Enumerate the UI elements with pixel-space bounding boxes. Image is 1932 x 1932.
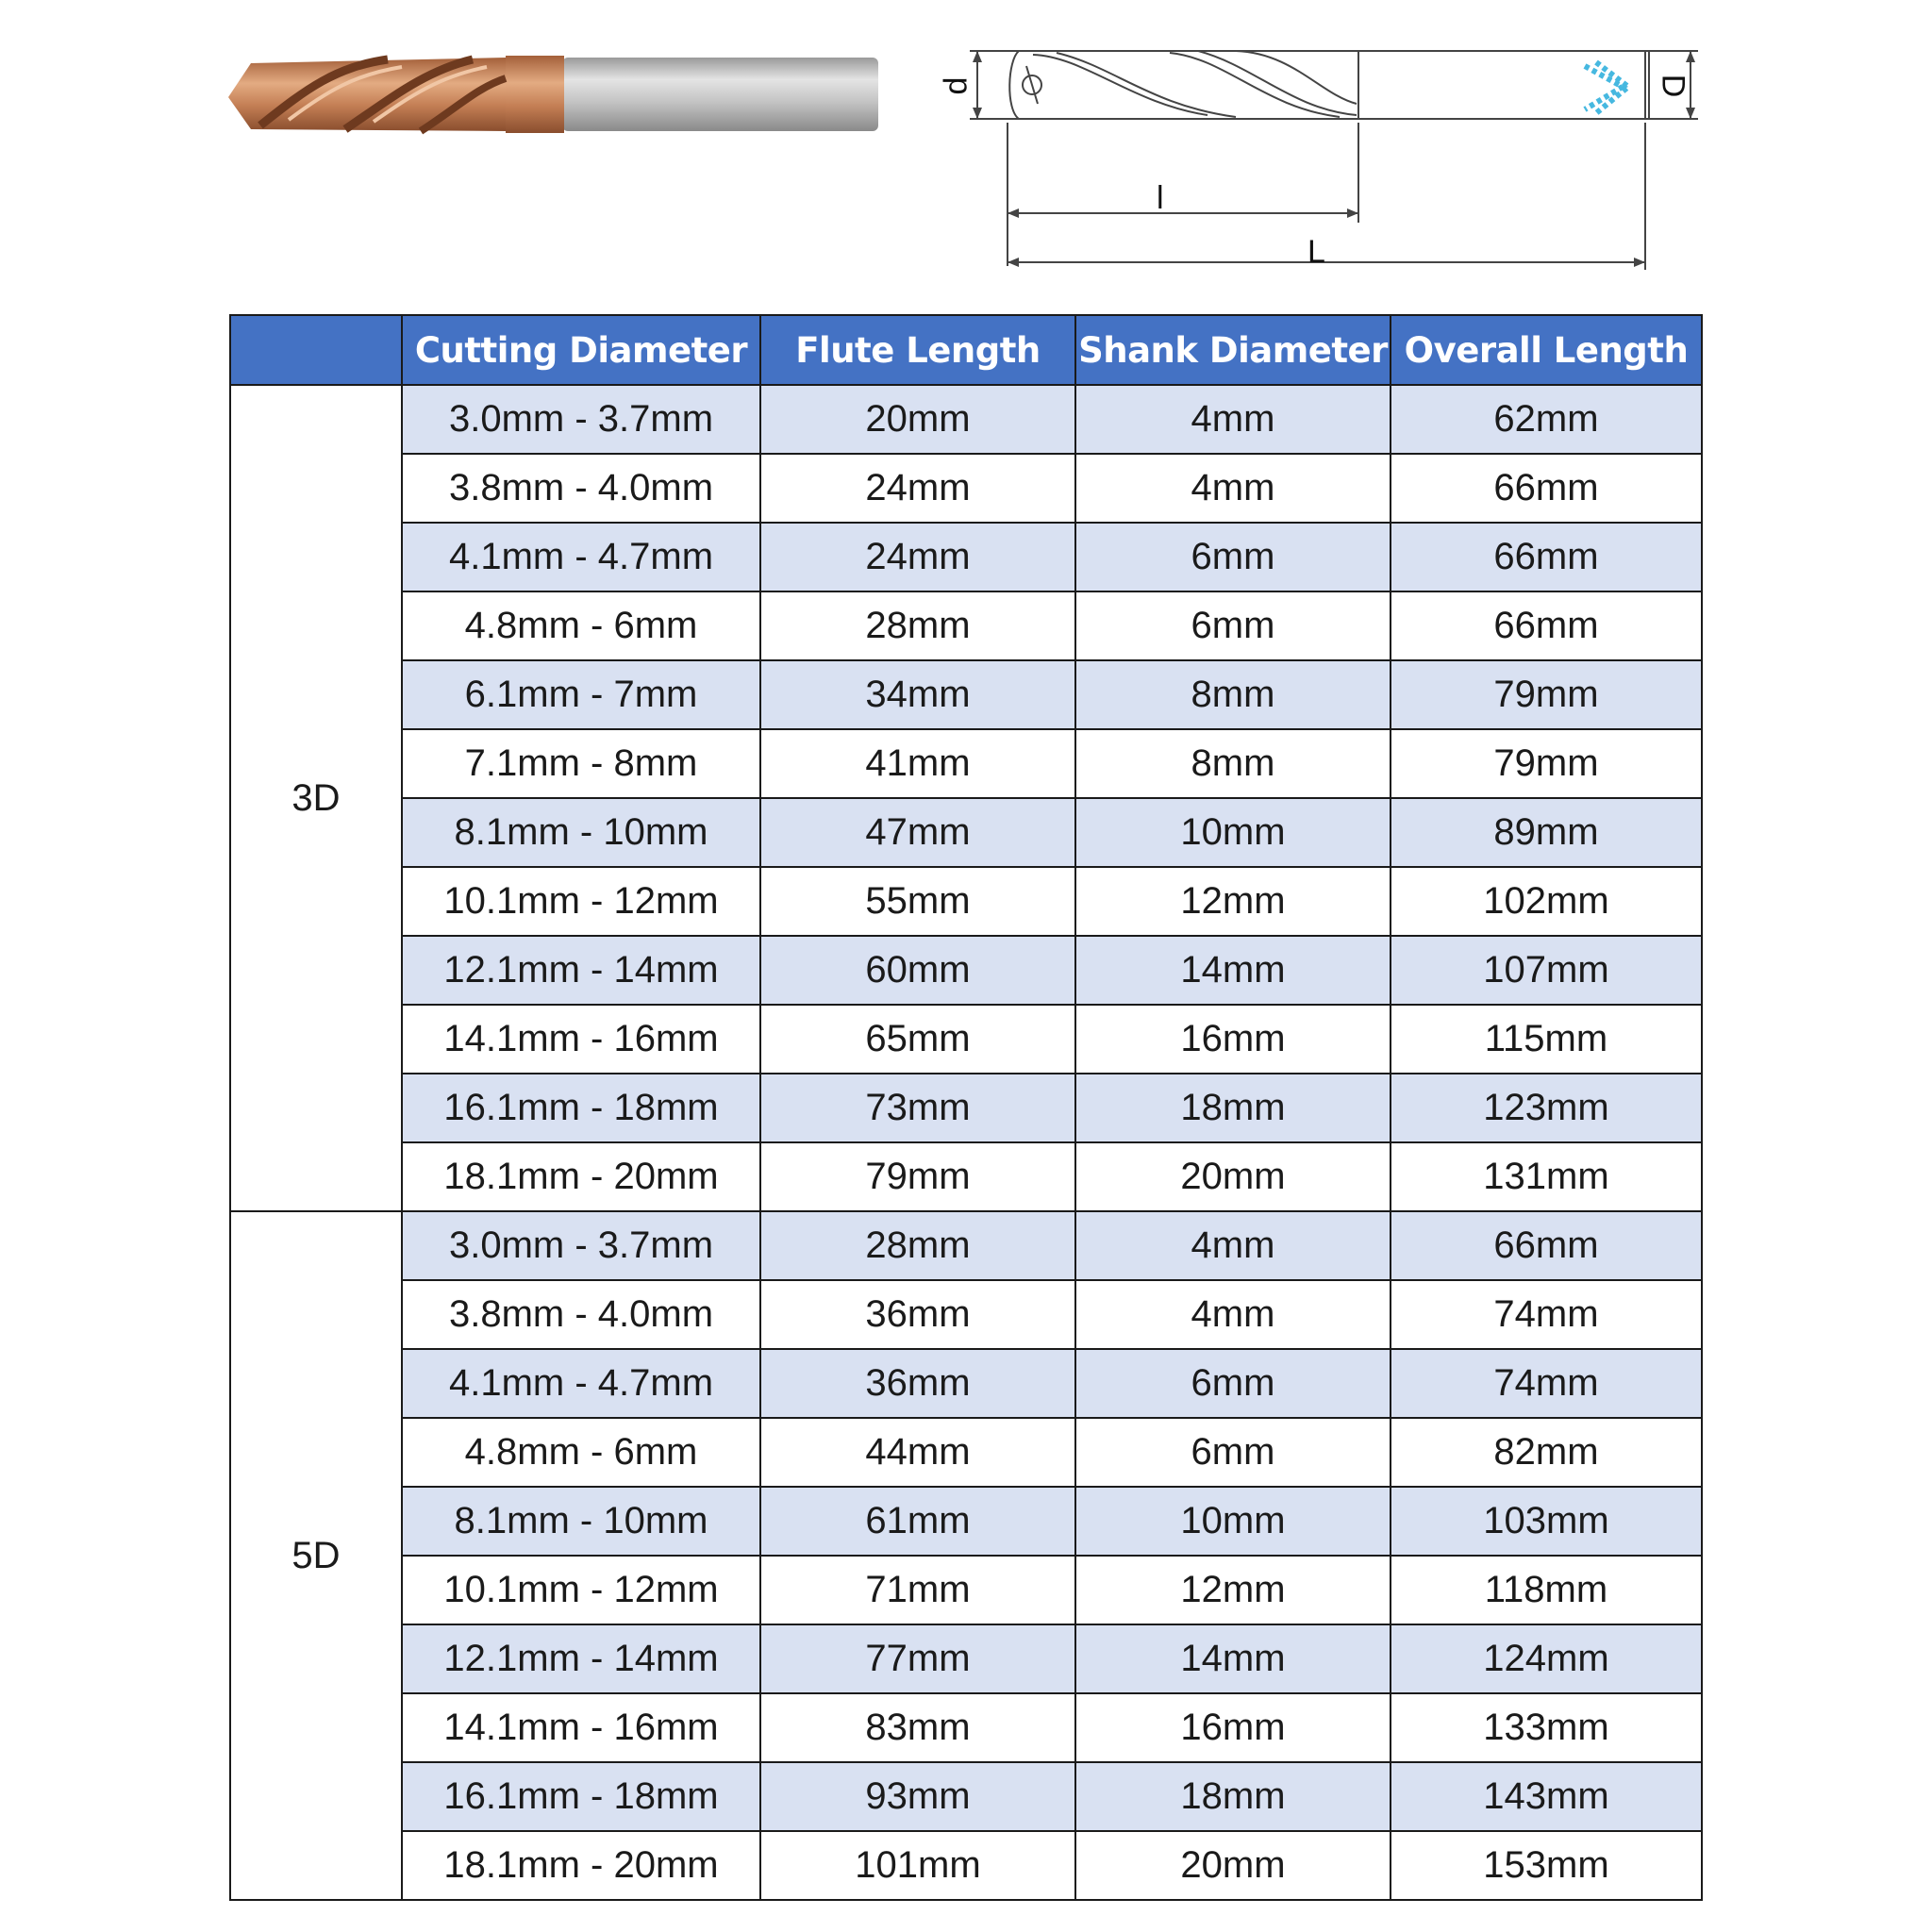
overall-length-cell: 79mm: [1391, 729, 1702, 798]
table-row: [230, 1624, 1702, 1693]
flute-length-cell: 24mm: [760, 523, 1075, 591]
overall-length-cell: 66mm: [1391, 523, 1702, 591]
cutting-diameter-cell: 7.1mm - 8mm: [402, 729, 760, 798]
header-series: [230, 315, 402, 385]
table-row: [230, 729, 1702, 798]
overall-length-cell: 143mm: [1391, 1762, 1702, 1831]
flute-length-cell: 101mm: [760, 1831, 1075, 1900]
overall-length-label: L: [1307, 234, 1325, 270]
header-cutting-diameter: Cutting Diameter: [402, 315, 760, 385]
overall-length-cell: 74mm: [1391, 1280, 1702, 1349]
table-row: [230, 798, 1702, 867]
cutting-diameter-cell: 14.1mm - 16mm: [402, 1693, 760, 1762]
flute-length-cell: 71mm: [760, 1556, 1075, 1624]
table-row: [230, 867, 1702, 936]
table-row: [230, 1418, 1702, 1487]
flute-length-cell: 41mm: [760, 729, 1075, 798]
cutting-diameter-cell: 4.8mm - 6mm: [402, 1418, 760, 1487]
cutting-diameter-cell: 18.1mm - 20mm: [402, 1142, 760, 1211]
cutting-diameter-cell: 8.1mm - 10mm: [402, 798, 760, 867]
overall-length-cell: 66mm: [1391, 454, 1702, 523]
drill-spec-table: [229, 314, 1703, 1901]
shank-diameter-cell: 8mm: [1075, 660, 1391, 729]
cutting-diameter-cell: 6.1mm - 7mm: [402, 660, 760, 729]
cutting-diameter-cell: 14.1mm - 16mm: [402, 1005, 760, 1074]
flute-length-cell: 93mm: [760, 1762, 1075, 1831]
overall-length-cell: 79mm: [1391, 660, 1702, 729]
overall-length-cell: 118mm: [1391, 1556, 1702, 1624]
flute-length-cell: 60mm: [760, 936, 1075, 1005]
shank-diameter-cell: 4mm: [1075, 454, 1391, 523]
cutting-diameter-cell: 12.1mm - 14mm: [402, 936, 760, 1005]
overall-length-cell: 131mm: [1391, 1142, 1702, 1211]
shank-diameter-cell: 16mm: [1075, 1693, 1391, 1762]
cutting-diameter-cell: 3.8mm - 4.0mm: [402, 1280, 760, 1349]
flute-length-cell: 34mm: [760, 660, 1075, 729]
shank-diameter-cell: 4mm: [1075, 1211, 1391, 1280]
overall-length-cell: 107mm: [1391, 936, 1702, 1005]
table-row: [230, 936, 1702, 1005]
flute-length-cell: 65mm: [760, 1005, 1075, 1074]
cutting-diameter-label: d: [938, 76, 974, 95]
shank-diameter-cell: 10mm: [1075, 798, 1391, 867]
table-row: [230, 591, 1702, 660]
cutting-diameter-cell: 3.0mm - 3.7mm: [402, 385, 760, 454]
flute-length-cell: 77mm: [760, 1624, 1075, 1693]
header-overall-length: Overall Length: [1391, 315, 1702, 385]
flute-length-cell: 28mm: [760, 1211, 1075, 1280]
table-row: [230, 1211, 1702, 1280]
flute-length-cell: 36mm: [760, 1349, 1075, 1418]
shank-diameter-cell: 20mm: [1075, 1142, 1391, 1211]
flute-length-cell: 36mm: [760, 1280, 1075, 1349]
overall-length-cell: 133mm: [1391, 1693, 1702, 1762]
overall-length-cell: 66mm: [1391, 591, 1702, 660]
cutting-diameter-cell: 10.1mm - 12mm: [402, 867, 760, 936]
cutting-diameter-cell: 4.1mm - 4.7mm: [402, 1349, 760, 1418]
cutting-diameter-cell: 4.1mm - 4.7mm: [402, 523, 760, 591]
flute-length-cell: 79mm: [760, 1142, 1075, 1211]
shank-diameter-cell: 6mm: [1075, 591, 1391, 660]
cutting-diameter-cell: 3.0mm - 3.7mm: [402, 1211, 760, 1280]
cutting-diameter-cell: 10.1mm - 12mm: [402, 1556, 760, 1624]
shank-diameter-cell: 12mm: [1075, 1556, 1391, 1624]
series-group-label: 5D: [230, 1211, 402, 1900]
shank-diameter-cell: 12mm: [1075, 867, 1391, 936]
table-row: [230, 1762, 1702, 1831]
cutting-diameter-cell: 16.1mm - 18mm: [402, 1074, 760, 1142]
coolant-channel-icon: [1585, 62, 1628, 113]
flute-length-cell: 55mm: [760, 867, 1075, 936]
table-row: [230, 454, 1702, 523]
shank-diameter-cell: 6mm: [1075, 1418, 1391, 1487]
table-row: [230, 1005, 1702, 1074]
table-row: [230, 1693, 1702, 1762]
flute-length-cell: 44mm: [760, 1418, 1075, 1487]
overall-length-cell: 89mm: [1391, 798, 1702, 867]
flute-length-cell: 73mm: [760, 1074, 1075, 1142]
series-group-label: 3D: [230, 385, 402, 1211]
overall-length-cell: 82mm: [1391, 1418, 1702, 1487]
shank-diameter-cell: 6mm: [1075, 523, 1391, 591]
overall-length-cell: 62mm: [1391, 385, 1702, 454]
overall-length-cell: 66mm: [1391, 1211, 1702, 1280]
shank-diameter-cell: 20mm: [1075, 1831, 1391, 1900]
cutting-diameter-cell: 16.1mm - 18mm: [402, 1762, 760, 1831]
shank-diameter-cell: 14mm: [1075, 1624, 1391, 1693]
table-row: [230, 1142, 1702, 1211]
header-flute-length: Flute Length: [760, 315, 1075, 385]
table-body: [230, 385, 1702, 1900]
shank-diameter-cell: 6mm: [1075, 1349, 1391, 1418]
flute-length-cell: 24mm: [760, 454, 1075, 523]
shank-diameter-cell: 8mm: [1075, 729, 1391, 798]
overall-length-cell: 153mm: [1391, 1831, 1702, 1900]
flute-length-cell: 61mm: [760, 1487, 1075, 1556]
cutting-diameter-cell: 4.8mm - 6mm: [402, 591, 760, 660]
flute-length-cell: 20mm: [760, 385, 1075, 454]
table-row: [230, 1349, 1702, 1418]
shank-diameter-cell: 4mm: [1075, 1280, 1391, 1349]
drill-dimension-diagram: [953, 38, 1707, 283]
table-header-row: [230, 315, 1702, 385]
header-shank-diameter: Shank Diameter: [1075, 315, 1391, 385]
table-row: [230, 660, 1702, 729]
cutting-diameter-cell: 3.8mm - 4.0mm: [402, 454, 760, 523]
cutting-diameter-cell: 8.1mm - 10mm: [402, 1487, 760, 1556]
shank-diameter-cell: 16mm: [1075, 1005, 1391, 1074]
overall-length-cell: 115mm: [1391, 1005, 1702, 1074]
cutting-diameter-cell: 12.1mm - 14mm: [402, 1624, 760, 1693]
overall-length-cell: 74mm: [1391, 1349, 1702, 1418]
table-row: [230, 523, 1702, 591]
overall-length-cell: 103mm: [1391, 1487, 1702, 1556]
flute-length-label: l: [1157, 180, 1164, 216]
shank-diameter-cell: 10mm: [1075, 1487, 1391, 1556]
cutting-diameter-cell: 18.1mm - 20mm: [402, 1831, 760, 1900]
flute-length-cell: 28mm: [760, 591, 1075, 660]
table-row: [230, 1074, 1702, 1142]
table-row: [230, 1487, 1702, 1556]
shank-diameter-cell: 14mm: [1075, 936, 1391, 1005]
drill-bit-photo: [223, 50, 883, 140]
shank-diameter-label: D: [1655, 74, 1691, 98]
shank-diameter-cell: 18mm: [1075, 1074, 1391, 1142]
shank-diameter-cell: 18mm: [1075, 1762, 1391, 1831]
overall-length-cell: 102mm: [1391, 867, 1702, 936]
table-row: [230, 1556, 1702, 1624]
shank-diameter-cell: 4mm: [1075, 385, 1391, 454]
overall-length-cell: 124mm: [1391, 1624, 1702, 1693]
table-row: [230, 1280, 1702, 1349]
flute-length-cell: 83mm: [760, 1693, 1075, 1762]
table-row: [230, 1831, 1702, 1900]
flute-length-cell: 47mm: [760, 798, 1075, 867]
table-row: [230, 385, 1702, 454]
overall-length-cell: 123mm: [1391, 1074, 1702, 1142]
